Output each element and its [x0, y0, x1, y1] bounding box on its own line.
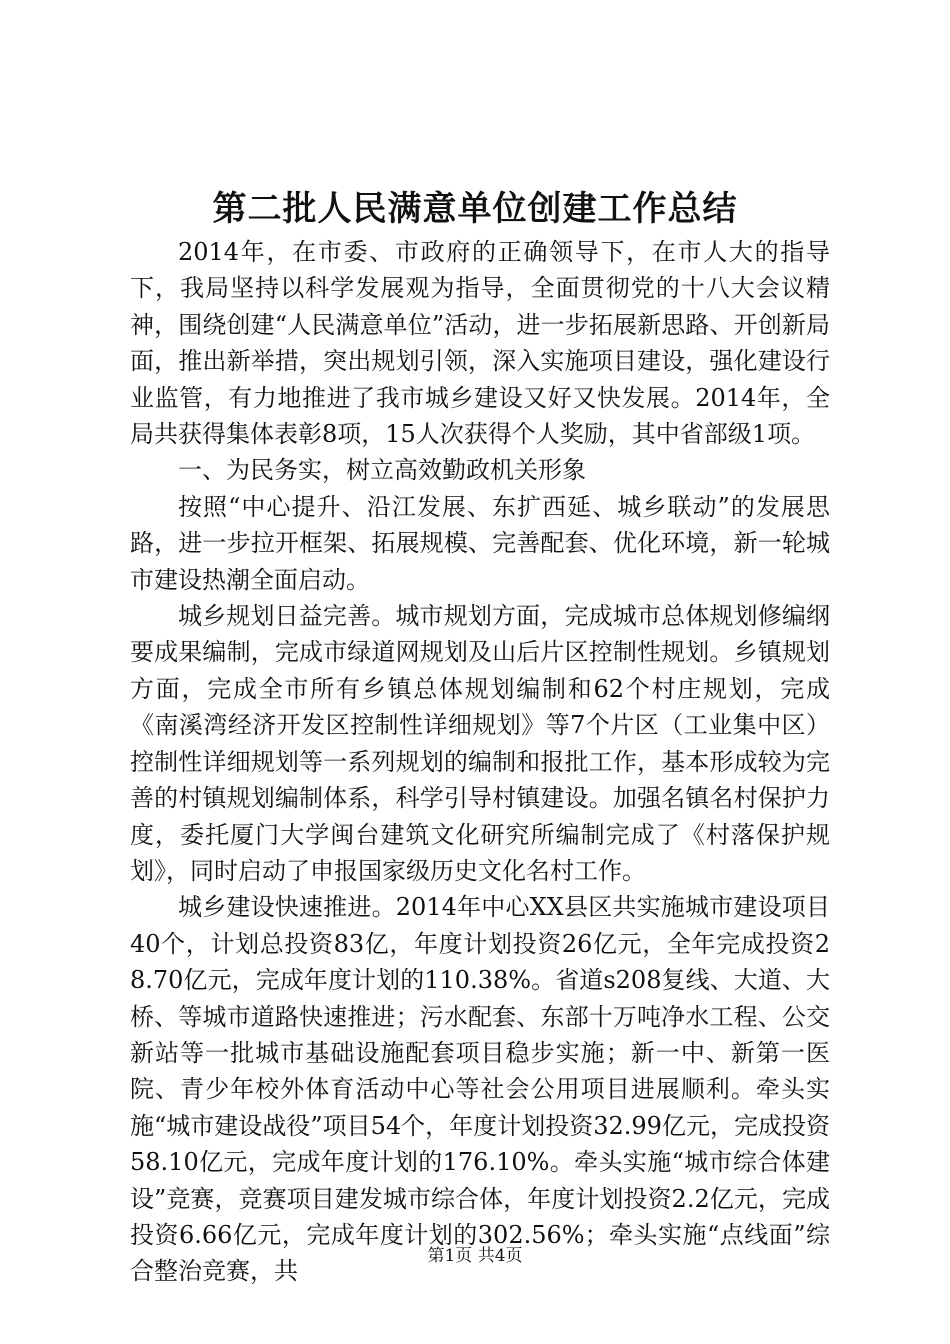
document-body [130, 234, 830, 1290]
paragraph-development-ideas: 按照“中心提升、沿江发展、东扩西延、城乡联动”的发展思路，进一步拉开框架、拓展规模、完善配套、优化环境，新一轮城市建设热潮全面启动。 [130, 492, 830, 594]
document-title: 第二批人民满意单位创建工作总结 [212, 189, 738, 229]
paragraph-intro: 2014年，在市委、市政府的正确领导下，在市人大的指导下，我局坚持以科学发展观为指导，全面贯彻党的十八大会议精神，围绕创建“人民满意单位”活动，进一步拓展新思路、开创新局面，推出新举措，突出规划引领，深入实施项目建设，强化建设行业监管，有力地推进了我市城乡建设又好又快发展。2014年，全局共获得集体表彰8项，15人次获得个人奖励，其中省部级1项。 [130, 238, 830, 449]
page-footer: 第1页 共4页 [427, 1246, 523, 1266]
section-heading-1: 一、为民务实，树立高效勤政机关形象 [178, 456, 586, 485]
paragraph-urban-rural-construction: 城乡建设快速推进。2014年中心XX县区共实施城市建设项目40个，计划总投资83亿，年度计划投资26亿元，全年完成投资28.70亿元，完成年度计划的110.38%。省道s208复线、大道、大桥、等城市道路快速推进；污水配套、东部十万吨净水工程、公交新站等一批城市基础设施配套项目稳步实施；新一中、新第一医院、青少年校外体育活动中心等社会公用项目进展顺利。牵头实施“城市建设战役”项目54个，年度计划投资32.99亿元，完成投资58.10亿元，完成年度计划的176.10%。牵头实施“城市综合体建设”竞赛，竞赛项目建发城市综合体，年度计划投资2.2亿元，完成投资6.66亿元，完成年度计划的302.56%；牵头实施“点线面”综合整治竞赛，共 [130, 893, 830, 1286]
paragraph-urban-rural-planning: 城乡规划日益完善。城市规划方面，完成城市总体规划修编纲要成果编制，完成市绿道网规划及山后片区控制性规划。乡镇规划方面，完成全市所有乡镇总体规划编制和62个村庄规划，完成《南溪湾经济开发区控制性详细规划》等7个片区（工业集中区）控制性详细规划等一系列规划的编制和报批工作，基本形成较为完善的村镇规划编制体系，科学引导村镇建设。加强名镇名村保护力度，委托厦门大学闽台建筑文化研究所编制完成了《村落保护规划》，同时启动了申报国家级历史文化名村工作。 [130, 602, 830, 885]
